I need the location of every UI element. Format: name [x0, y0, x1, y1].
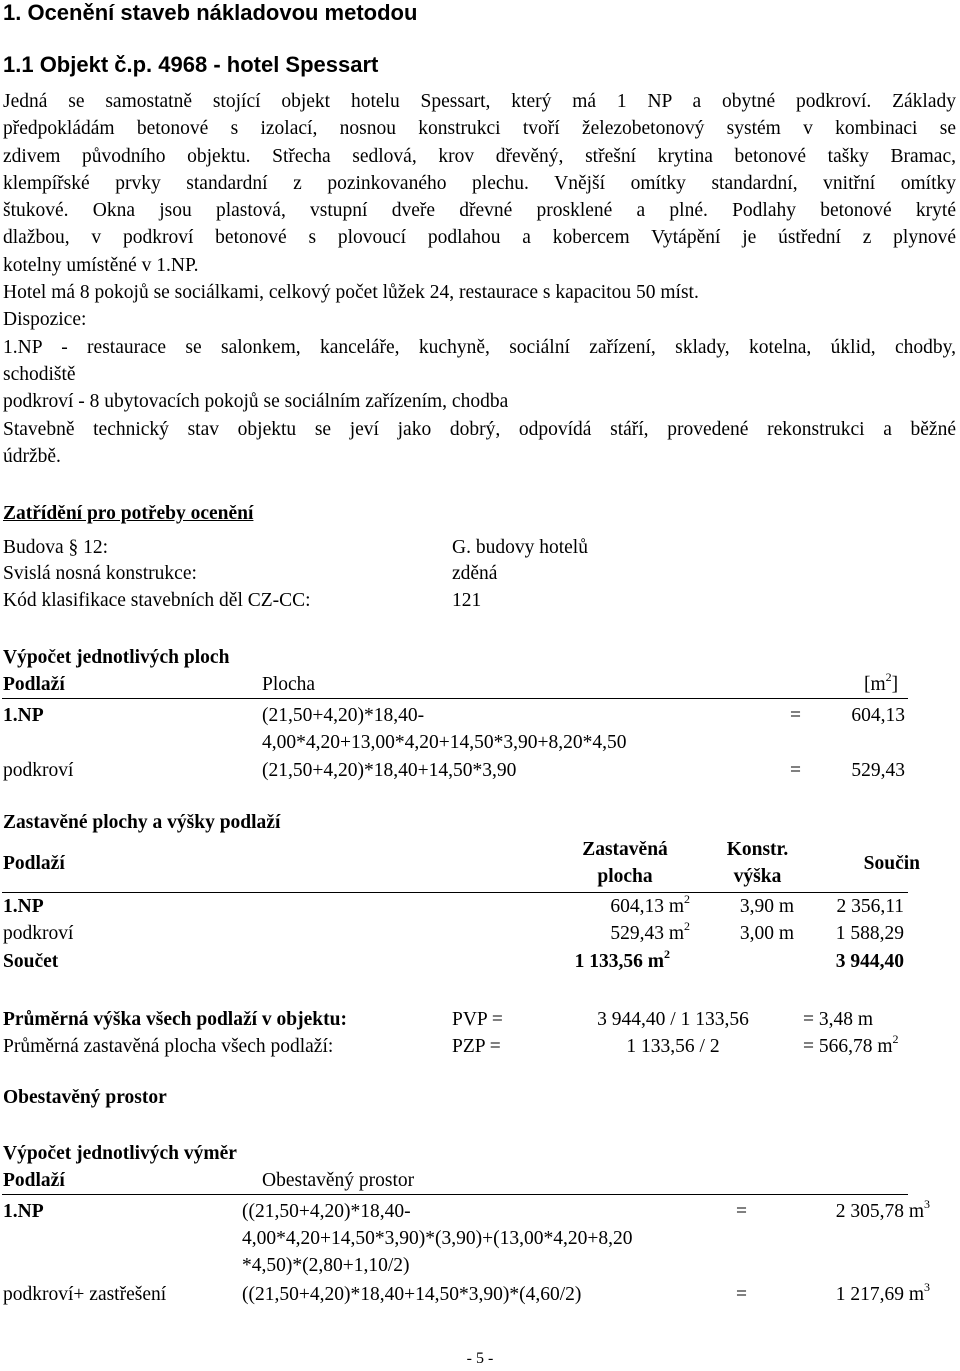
average-result-value: = 566,78 m [803, 1036, 893, 1057]
volume-row-value [760, 1197, 930, 1223]
areas-row-floor: 1.NP [3, 705, 44, 726]
built-row-area [540, 892, 690, 918]
description-line: Jedná se samostatně stojící objekt hotelu Spessart, který má 1 NP a obytné podkroví. Základy [3, 91, 956, 112]
description-line: zdivem původního objektu. Střecha sedlová, krov dřevěný, střešní krytina betonové tašky Bramac, [3, 145, 956, 167]
built-area-value: 604,13 m [610, 896, 684, 917]
description-line: Hotel má 8 pokojů se sociálkami, celkový počet lůžek 24, restaurace s kapacitou 50 míst. [3, 282, 699, 304]
average-result [803, 1032, 899, 1058]
classification-label: Svislá nosná konstrukce: [3, 563, 197, 584]
built-row-area [540, 919, 690, 945]
volume-row-formula: *4,50)*(2,80+1,10/2) [242, 1255, 410, 1276]
description-line: dlažbou, v podkroví betonové s plovoucí podlahou a kobercem Vytápění je ústřední z plynové [3, 227, 956, 249]
built-area-sup: 2 [684, 892, 690, 906]
areas-header-area: Plocha [262, 674, 316, 695]
classification-title: Zatřídění pro potřeby ocenění [3, 503, 254, 524]
description-line: podkroví - 8 ubytovacích pokojů se sociálním zařízením, chodba [3, 391, 509, 413]
description-line: údržbě. [3, 445, 61, 467]
unit-sup: 2 [885, 670, 892, 684]
description-line: předpokládám betonové s izolací, nosnou konstrukci tvoří železobetonový systém v kombinaci se [3, 118, 956, 140]
average-label: Průměrná výška všech podlaží v objektu: [3, 1009, 347, 1030]
areas-row-floor: podkroví [3, 760, 74, 781]
volume-value-sup: 3 [924, 1197, 930, 1211]
unit-end: ] [891, 674, 899, 695]
built-header-area: plocha [597, 866, 653, 887]
areas-row-formula: 4,00*4,20+13,00*4,20+14,50*3,90+8,20*4,50 [262, 732, 627, 753]
built-row-product: 1 588,29 [835, 923, 904, 944]
areas-row-formula: (21,50+4,20)*18,40+14,50*3,90 [262, 760, 517, 781]
volume-header-volume: Obestavěný prostor [262, 1170, 415, 1191]
average-calc: 1 133,56 / 2 [626, 1036, 720, 1057]
description-line: klempířské prvky standardní z pozinkovaného plechu. Vnější omítky standardní, vnitřní omítky [3, 172, 956, 194]
built-area-value: 529,43 m [610, 923, 684, 944]
built-sum-area-sup: 2 [664, 947, 670, 961]
built-sum-label: Součet [3, 951, 59, 972]
built-sum-area-value: 1 133,56 m [574, 951, 664, 972]
description-line: schodiště [3, 363, 76, 385]
built-header-height: výška [733, 866, 782, 887]
volume-value-text: 1 217,69 m [835, 1284, 924, 1305]
volume-row-formula: ((21,50+4,20)*18,40- [242, 1201, 411, 1222]
built-title: Zastavěné plochy a výšky podlaží [3, 812, 281, 833]
volume-row-floor: 1.NP [3, 1201, 44, 1222]
description-line: 1.NP - restaurace se salonkem, kanceláře, kuchyně, sociální zařízení, sklady, kotelna, úklid, chodby, [3, 336, 956, 358]
description-line: Dispozice: [3, 309, 87, 331]
volume-row-eq: = [736, 1201, 747, 1222]
volume-header-row [2, 1170, 908, 1195]
volume-title: Obestavěný prostor [3, 1087, 167, 1108]
built-row-floor: podkroví [3, 923, 74, 944]
built-row-height: 3,90 m [739, 896, 794, 917]
average-result-sup: 2 [892, 1032, 899, 1046]
volume-row-floor: podkroví+ zastřešení [3, 1284, 167, 1305]
classification-label: Budova § 12: [3, 537, 109, 558]
volume-row-formula: ((21,50+4,20)*18,40+14,50*3,90)*(4,60/2) [242, 1284, 582, 1305]
areas-row-value: 529,43 [851, 760, 905, 781]
built-row-height: 3,00 m [739, 923, 794, 944]
built-row-product: 2 356,11 [836, 896, 904, 917]
average-label: Průměrná zastavěná plocha všech podlaží: [3, 1036, 334, 1057]
areas-row-formula: (21,50+4,20)*18,40- [262, 705, 425, 726]
volume-value-sup: 3 [924, 1280, 930, 1294]
areas-row-eq: = [790, 705, 801, 726]
areas-row-value: 604,13 [851, 705, 905, 726]
description-paragraph [3, 88, 956, 470]
volume-row-value [760, 1280, 930, 1306]
average-calc: 3 944,40 / 1 133,56 [597, 1009, 749, 1030]
built-header-product: Součin [863, 853, 920, 874]
average-result: = 3,48 m [803, 1009, 874, 1030]
areas-header-row [2, 674, 908, 699]
built-header-floor: Podlaží [3, 853, 65, 874]
subsection-heading: 1.1 Objekt č.p. 4968 - hotel Spessart [3, 52, 379, 77]
volume-row-formula: 4,00*4,20+14,50*3,90)*(3,90)+(13,00*4,20+8,20 [242, 1228, 633, 1249]
built-area-sup: 2 [684, 919, 690, 933]
average-abbr: PZP = [452, 1036, 501, 1057]
classification-value: 121 [452, 590, 482, 611]
built-header-area: Zastavěná [582, 839, 668, 860]
classification-value: G. budovy hotelů [452, 537, 588, 558]
volume-value-text: 2 305,78 m [835, 1201, 924, 1222]
built-sum-product: 3 944,40 [835, 951, 904, 972]
built-sum-area [520, 947, 670, 973]
volume-row-eq: = [736, 1284, 747, 1305]
description-line: štukové. Okna jsou plastová, vstupní dveře dřevné prosklené a plné. Podlahy betonové kryté [3, 200, 956, 222]
classification-label: Kód klasifikace stavebních děl CZ-CC: [3, 590, 311, 611]
unit-text: [m [864, 674, 886, 695]
description-line: Stavebně technický stav objektu se jeví jako dobrý, odpovídá stáří, provedené rekonstrukci a běžné [3, 418, 956, 440]
areas-row-eq: = [790, 760, 801, 781]
description-line: kotelny umístěné v 1.NP. [3, 254, 199, 276]
areas-header-unit [864, 670, 899, 696]
built-row-floor: 1.NP [3, 896, 44, 917]
classification-value: zděná [452, 563, 498, 584]
volume-calc-title: Výpočet jednotlivých výměr [3, 1143, 237, 1164]
average-abbr: PVP = [452, 1009, 503, 1030]
areas-header-floor: Podlaží [3, 674, 65, 695]
built-header-height: Konstr. [726, 839, 789, 860]
section-heading: 1. Ocenění staveb nákladovou metodou [3, 0, 418, 25]
volume-header-floor: Podlaží [3, 1170, 65, 1191]
areas-title: Výpočet jednotlivých ploch [3, 647, 230, 668]
page-number: - 5 - [466, 1350, 494, 1367]
